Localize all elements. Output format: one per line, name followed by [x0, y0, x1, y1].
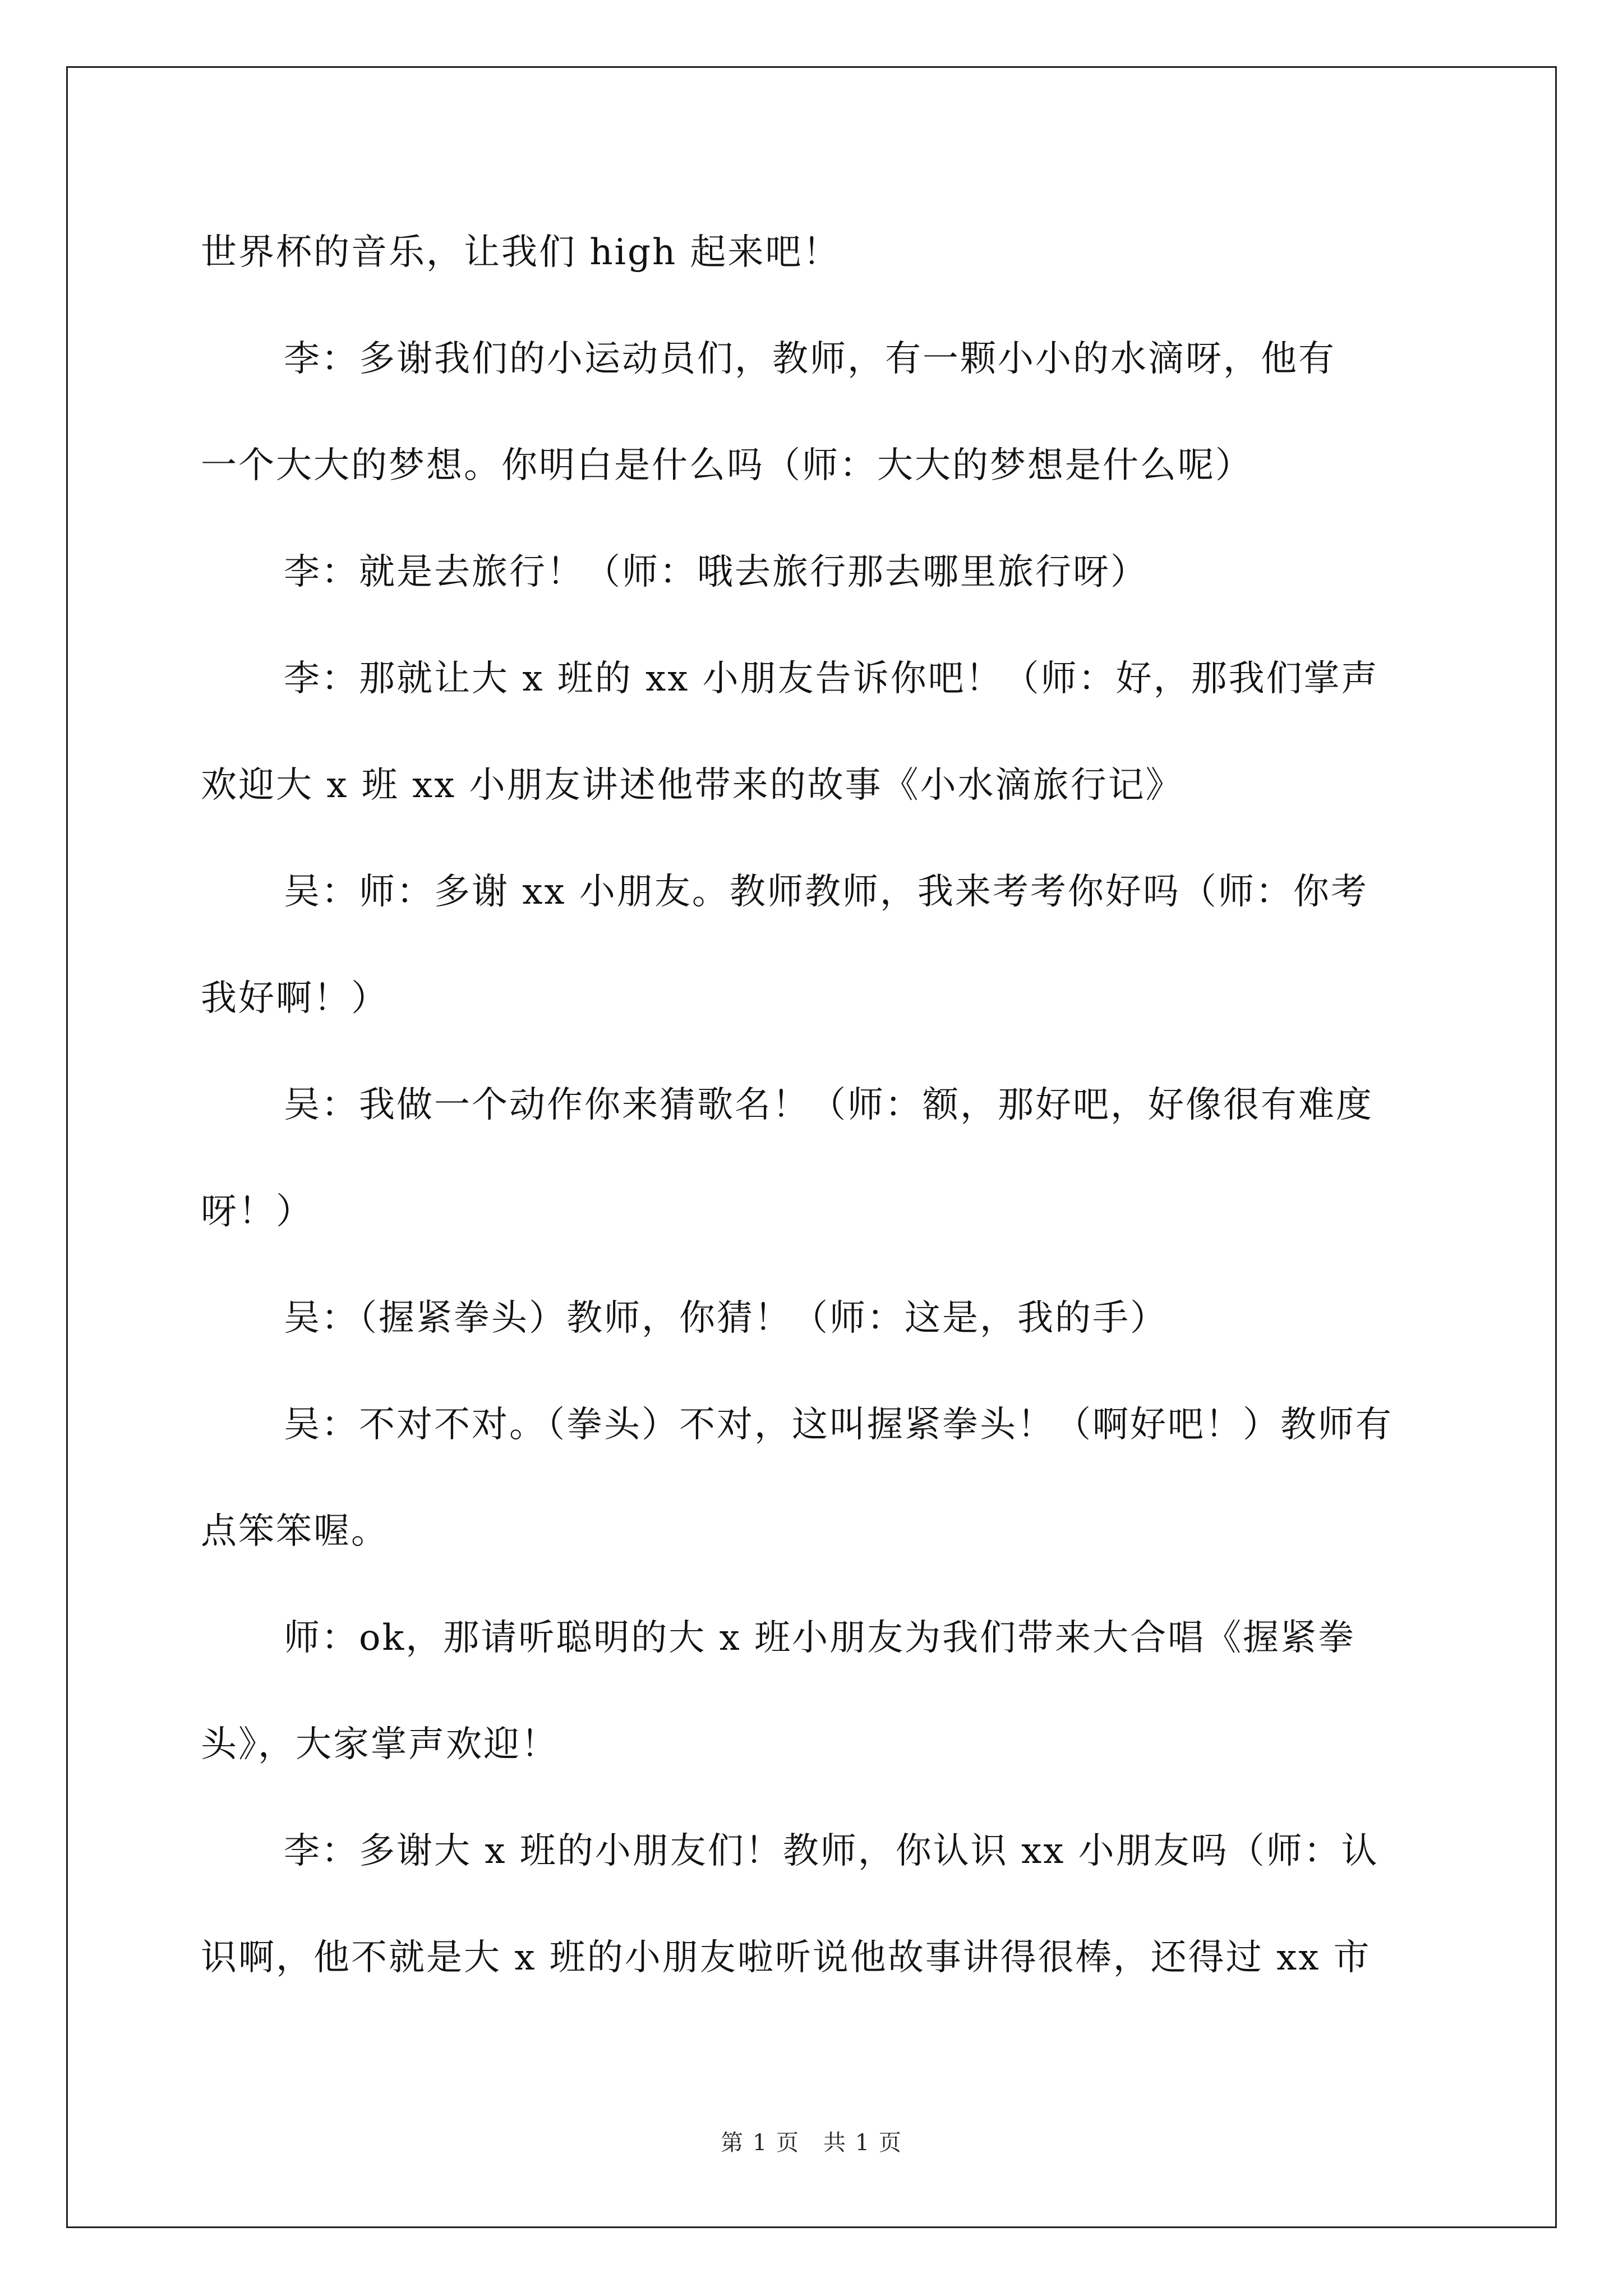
text-line: 李：多谢我们的小运动员们，教师，有一颗小小的水滴呀，他有 — [284, 338, 1336, 380]
text-line: 师：ok，那请听聪明的大 x 班小朋友为我们带来大合唱《握紧拳 — [284, 1617, 1356, 1659]
text-line: 一个大大的梦想。你明白是什么吗（师：大大的梦想是什么呢） — [201, 445, 1253, 486]
text-line: 李：那就让大 x 班的 xx 小朋友告诉你吧！（师：好，那我们掌声 — [284, 658, 1379, 700]
text-line: 点笨笨喔。 — [201, 1511, 389, 1552]
text-line: 吴：师：多谢 xx 小朋友。教师教师，我来考考你好吗（师：你考 — [284, 871, 1368, 913]
text-line: 李：就是去旅行！（师：哦去旅行那去哪里旅行呀） — [284, 551, 1148, 593]
text-line: 吴：不对不对。（拳头）不对，这叫握紧拳头！（啊好吧！）教师有 — [284, 1404, 1393, 1446]
text-line: 李：多谢大 x 班的小朋友们！教师，你认识 xx 小朋友吗（师：认 — [284, 1830, 1379, 1872]
text-line: 头》，大家掌声欢迎！ — [201, 1724, 559, 1765]
text-line: 识啊，他不就是大 x 班的小朋友啦听说他故事讲得很棒，还得过 xx 市 — [201, 1937, 1371, 1978]
page-border — [66, 66, 1557, 2228]
text-line: 吴：（握紧拳头）教师，你猜！（师：这是，我的手） — [284, 1297, 1168, 1339]
text-line: 我好啊！） — [201, 978, 389, 1019]
page-footer: 第 1 页 共 1 页 — [721, 2130, 902, 2156]
text-line: 呀！） — [201, 1191, 313, 1232]
text-line: 世界杯的音乐，让我们 high 起来吧！ — [201, 232, 841, 273]
text-line: 吴：我做一个动作你来猜歌名！（师：额，那好吧，好像很有难度 — [284, 1084, 1373, 1126]
text-line: 欢迎大 x 班 xx 小朋友讲述他带来的故事《小水滴旅行记》 — [201, 765, 1183, 806]
